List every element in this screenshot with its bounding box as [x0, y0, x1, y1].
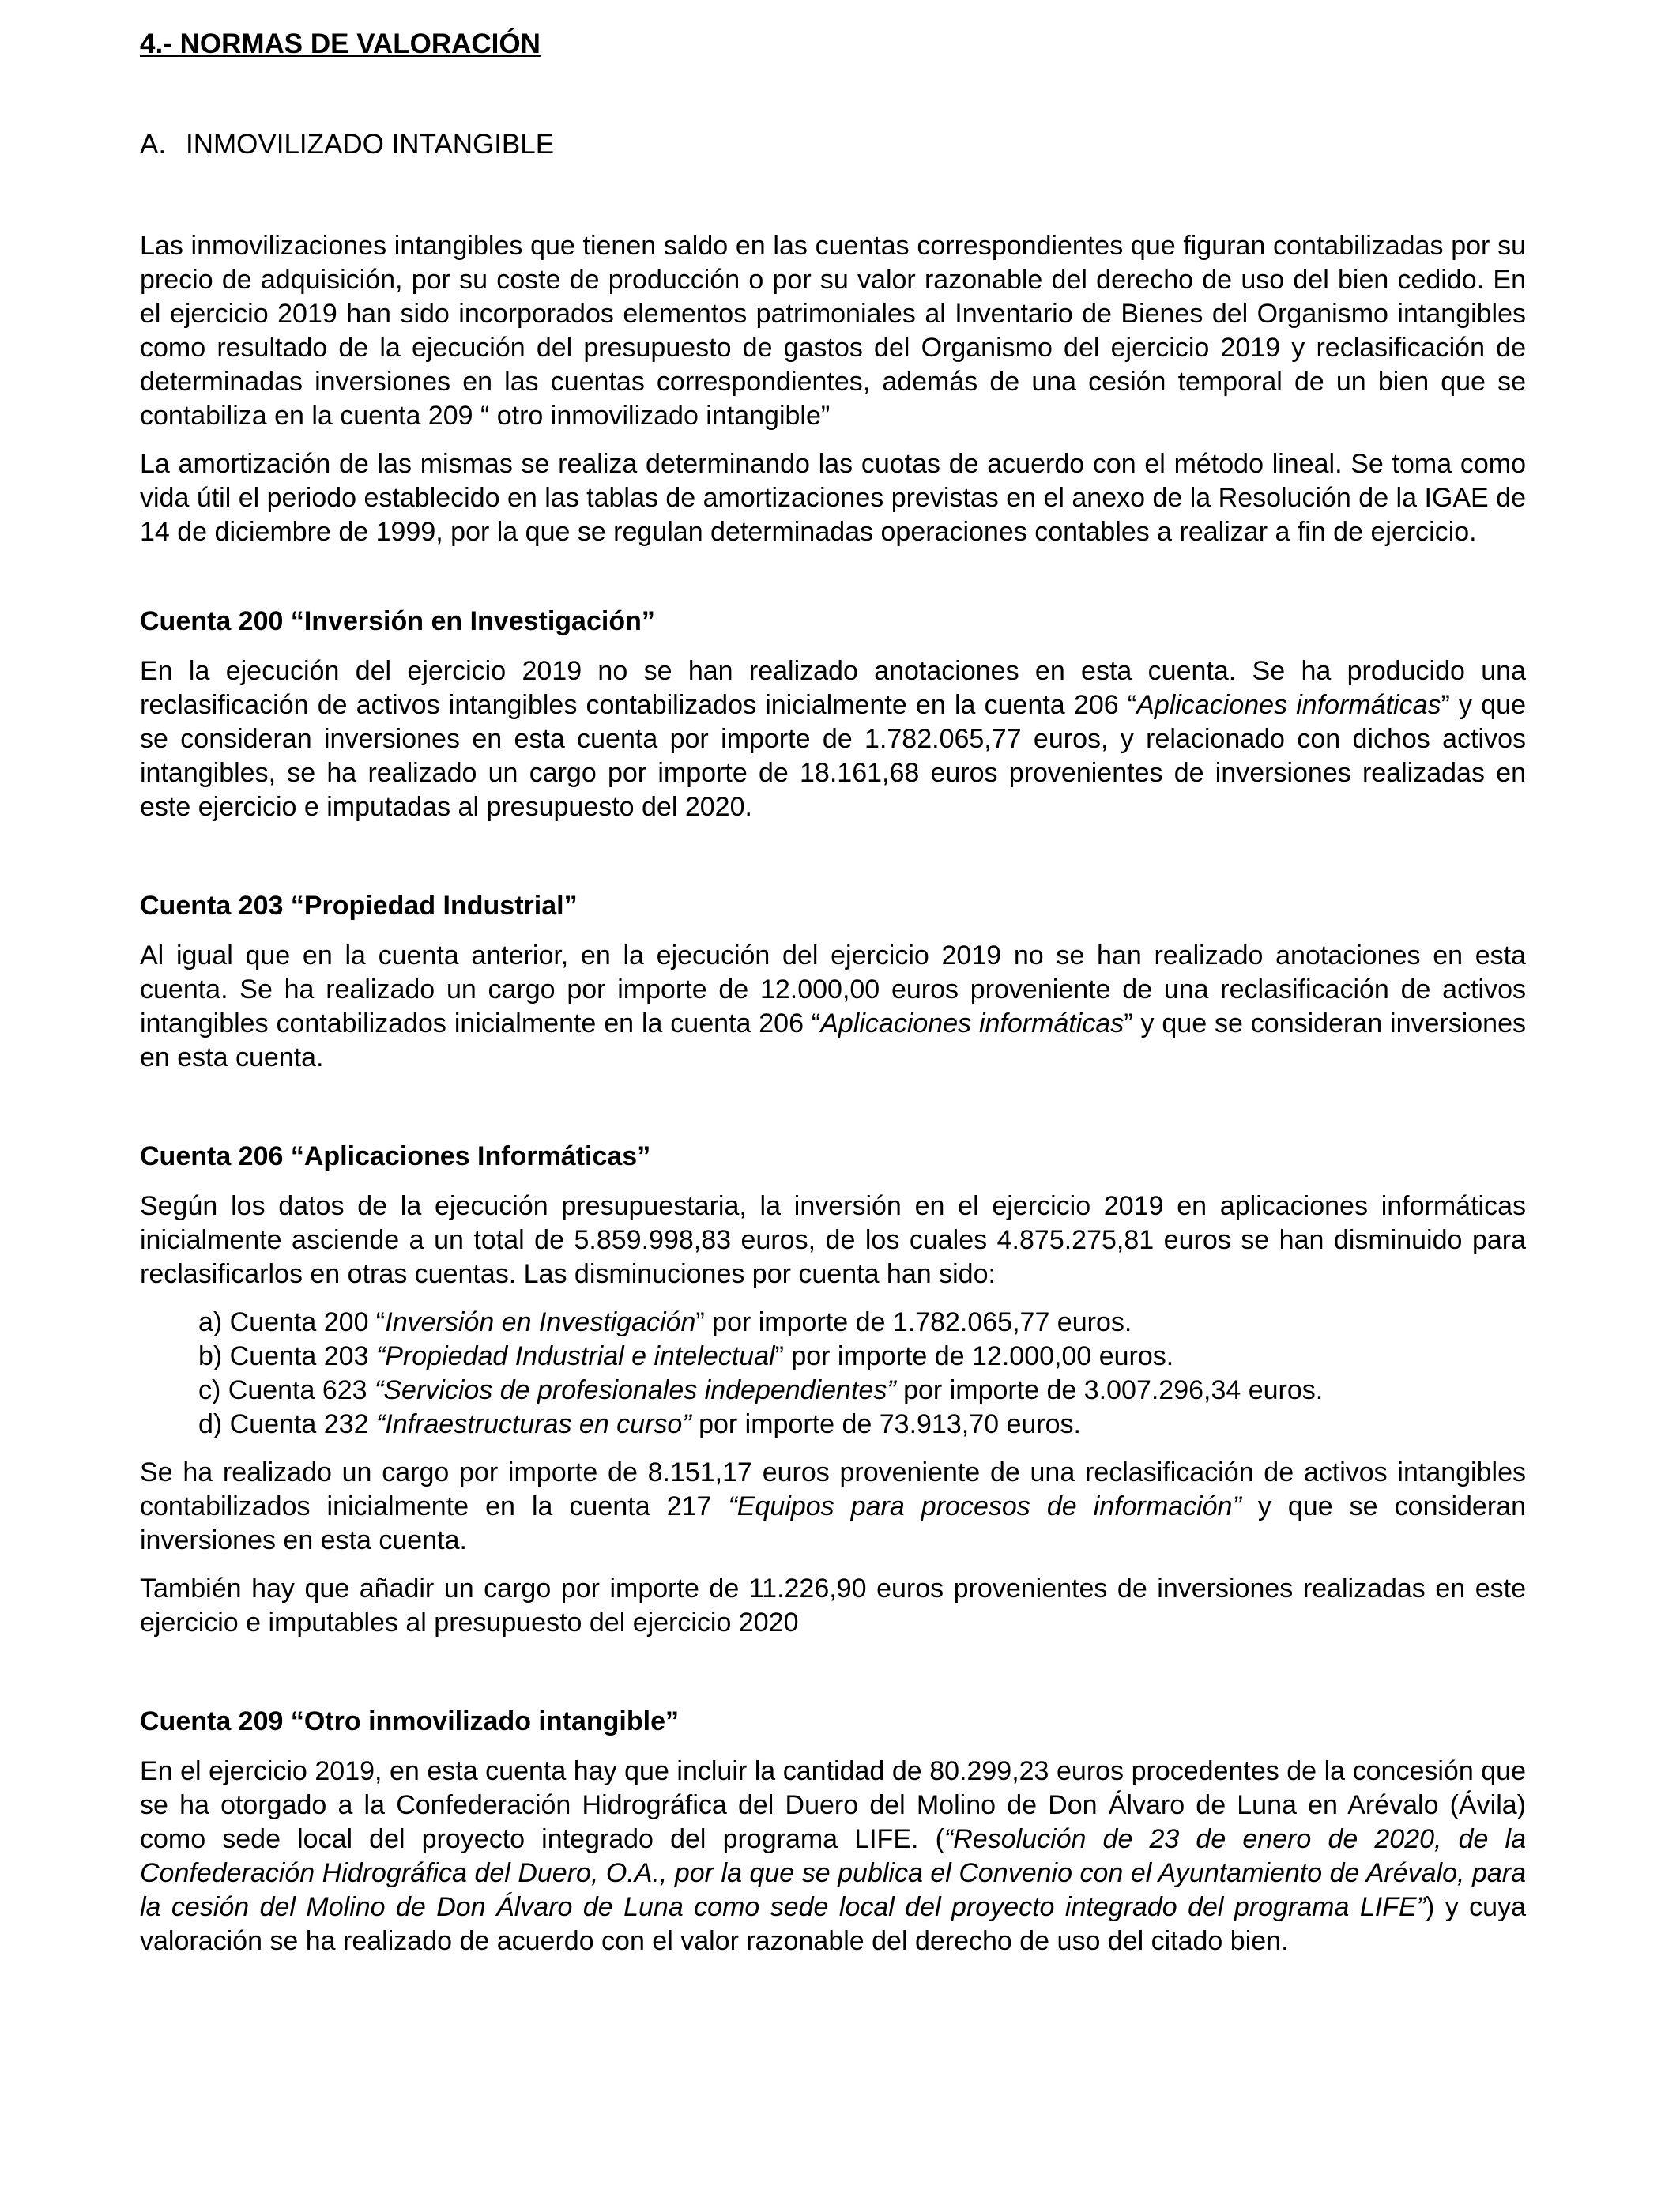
page-title: 4.- NORMAS DE VALORACIÓN — [140, 28, 541, 59]
section-heading — [140, 127, 1526, 161]
list-item — [198, 1374, 1526, 1408]
text-run: ” por importe de 12.000,00 euros. — [774, 1341, 1174, 1371]
account-200-paragraph — [140, 654, 1526, 824]
account-209-heading: Cuenta 209 “Otro inmovilizado intangible” — [140, 1706, 679, 1736]
italic-run: Aplicaciones informáticas — [1136, 690, 1441, 720]
account-206-heading: Cuenta 206 “Aplicaciones Informáticas” — [140, 1141, 651, 1171]
text-run: d) Cuenta 232 — [198, 1409, 376, 1439]
italic-run: “Infraestructuras en curso” — [375, 1409, 691, 1439]
account-203-heading: Cuenta 203 “Propiedad Industrial” — [140, 891, 578, 921]
text-run: por importe de 3.007.296,34 euros. — [895, 1375, 1324, 1405]
section-label: INMOVILIZADO INTANGIBLE — [186, 129, 555, 160]
list-item — [198, 1340, 1526, 1374]
text-run: Al igual que en la cuenta anterior, en la ejecución del ejercicio 2019 no se han realizado anotaciones en esta cuenta. Se ha realizado un cargo por importe de 12.000,00 euros proveniente de una reclasificación de activos intangibles contabilizados inicialmente en la cuenta 206 “ — [140, 941, 1526, 1039]
list-item — [198, 1306, 1526, 1340]
italic-run: “Resolución de 23 de enero de 2020, de la Confederación Hidrográfica del Duero, O.A., por la que se publica el Convenio con el Ayuntamiento de Arévalo, para la cesión del Molino de Don Álvaro de Luna como sede local del proyecto integrado del programa LIFE” — [140, 1824, 1526, 1922]
text-run: a) Cuenta 200 “ — [198, 1307, 386, 1337]
text-run: c) Cuenta 623 — [198, 1375, 375, 1405]
italic-run: Aplicaciones informáticas — [820, 1008, 1124, 1039]
list-item — [198, 1408, 1526, 1442]
text-run: por importe de 73.913,70 euros. — [691, 1409, 1081, 1439]
amortization-paragraph: La amortización de las mismas se realiza determinando las cuotas de acuerdo con el método lineal. Se toma como vida útil el periodo establecido en las tablas de amortizaciones previstas en el anexo de la Resolución de la IGAE de 14 de diciembre de 1999, por la que se regulan determinadas operaciones contables a realizar a fin de ejercicio. — [140, 449, 1526, 547]
italic-run: “Equipos para procesos de información” — [728, 1491, 1241, 1521]
account-206-paragraph: Según los datos de la ejecución presupuestaria, la inversión en el ejercicio 2019 en aplicaciones informáticas inicialmente asciende a un total de 5.859.998,83 euros, de los cuales 4.875.275,81 euros se han disminuido para reclasificarlos en otras cuentas. Las disminuciones por cuenta han sido: — [140, 1191, 1526, 1289]
intro-paragraph: Las inmovilizaciones intangibles que tienen saldo en las cuentas correspondientes que figuran contabilizadas por su precio de adquisición, por su coste de producción o por su valor razonable del derecho de uso del bien cedido. En el ejercicio 2019 han sido incorporados elementos patrimoniales al Inventario de Bienes del Organismo intangibles como resultado de la ejecución del presupuesto de gastos del Organismo del ejercicio 2019 y reclasificación de determinadas inversiones en las cuentas correspondientes, además de una cesión temporal de un bien que se contabiliza en la cuenta 209 “ otro inmovilizado intangible” — [140, 231, 1526, 431]
text-run: En el ejercicio 2019, en esta cuenta hay que incluir la cantidad de 80.299,23 euros procedentes de la concesión que se ha otorgado a la Confederación Hidrográfica del Duero del Molino de Don Álvaro de Luna en Arévalo (Ávila) como sede local del proyecto integrado del programa LIFE. ( — [140, 1756, 1526, 1854]
text-run: b) Cuenta 203 — [198, 1341, 376, 1371]
account-206-charge-paragraph — [140, 1456, 1526, 1558]
italic-run: “Servicios de profesionales independientes” — [375, 1375, 896, 1405]
account-200-heading: Cuenta 200 “Inversión en Investigación” — [140, 606, 655, 636]
account-209-paragraph — [140, 1755, 1526, 1958]
italic-run: Inversión en Investigación — [385, 1307, 696, 1337]
text-run: Se ha realizado un cargo por importe de 8.151,17 euros proveniente de una reclasificación de activos intangibles contabilizados inicialmente en la cuenta 217 — [140, 1457, 1526, 1521]
section-letter: A. — [140, 129, 167, 160]
text-run: ” y que se consideran inversiones en esta cuenta por importe de 1.782.065,77 euros, y relacionado con dichos activos intangibles, se ha realizado un cargo por importe de 18.161,68 euros provenientes de inversiones realizadas en este ejercicio e imputadas al presupuesto del 2020. — [140, 690, 1526, 822]
account-203-paragraph — [140, 939, 1526, 1075]
text-run: ” y que se consideran inversiones en esta cuenta. — [140, 1008, 1526, 1072]
text-run: ” por importe de 1.782.065,77 euros. — [695, 1307, 1132, 1337]
account-206-extra-paragraph: También hay que añadir un cargo por importe de 11.226,90 euros provenientes de inversiones realizadas en este ejercicio e imputables al presupuesto del ejercicio 2020 — [140, 1574, 1526, 1638]
text-run: ) y cuya valoración se ha realizado de acuerdo con el valor razonable del derecho de uso del citado bien. — [140, 1892, 1526, 1956]
italic-run: “Propiedad Industrial e intelectual — [375, 1341, 775, 1371]
text-run: y que se consideran inversiones en esta cuenta. — [140, 1491, 1526, 1555]
decrease-list — [140, 1306, 1526, 1442]
text-run: En la ejecución del ejercicio 2019 no se han realizado anotaciones en esta cuenta. Se ha producido una reclasificación de activos intangibles contabilizados inicialmente en la cuenta 206 “ — [140, 656, 1526, 720]
